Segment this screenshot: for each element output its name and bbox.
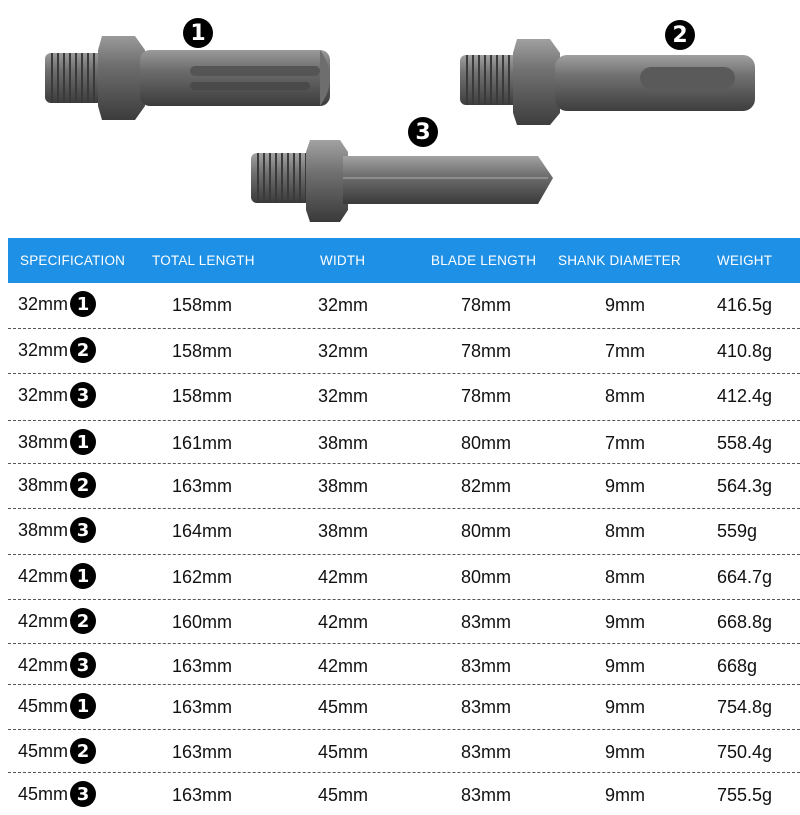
variant-badge: 2 [70,608,96,634]
variant-badge: 3 [70,517,96,543]
variant-badge: 1 [70,563,96,589]
spec-cell [18,337,96,363]
spec-value: 32mm [18,384,69,405]
total-length-cell: 158mm [172,295,233,315]
spec-cell [18,738,96,764]
total-length-cell: 163mm [172,697,233,717]
variant-badge: 2 [70,472,96,498]
table-row [8,685,800,730]
header-total-length: TOTAL LENGTH [152,253,255,268]
weight-cell: 668g [717,656,758,676]
width-cell: 32mm [318,295,369,315]
table-row [8,730,800,773]
weight-cell: 754.8g [717,697,773,717]
width-cell: 45mm [318,742,369,762]
total-length-cell: 163mm [172,476,233,496]
table-row [8,600,800,644]
table-body [8,283,800,815]
blade-length-cell: 83mm [461,697,512,717]
width-cell: 42mm [318,612,369,632]
header-width: WIDTH [320,253,366,268]
shank-diameter-cell: 9mm [605,742,645,762]
weight-cell: 416.5g [717,295,773,315]
variant-badge: 1 [70,429,96,455]
variant-badge: 3 [70,781,96,807]
width-cell: 45mm [318,785,369,805]
header-blade-length: BLADE LENGTH [431,253,537,268]
table-row [8,421,800,464]
blade-length-cell: 80mm [461,433,512,453]
weight-cell: 755.5g [717,785,773,805]
spec-cell [18,652,96,678]
shank-diameter-cell: 8mm [605,521,645,541]
shank-diameter-cell: 9mm [605,656,645,676]
header-weight: WEIGHT [717,253,773,268]
weight-cell: 664.7g [717,567,773,587]
table-row [8,329,800,374]
blade-length-cell: 78mm [461,386,512,406]
weight-cell: 559g [717,521,758,541]
variant-badge: 1 [70,693,96,719]
total-length-cell: 163mm [172,785,233,805]
shank-diameter-cell: 7mm [605,433,645,453]
shank-diameter-cell: 8mm [605,567,645,587]
shank-diameter-cell: 9mm [605,785,645,805]
adapter-3-image [248,138,558,228]
table-row [8,773,800,815]
spec-value: 32mm [18,339,69,360]
table-row [8,644,800,685]
header-specification: SPECIFICATION [20,253,126,268]
spec-cell [18,563,96,589]
total-length-cell: 162mm [172,567,233,587]
blade-length-cell: 80mm [461,521,512,541]
table-row [8,283,800,329]
spec-value: 38mm [18,519,69,540]
weight-cell: 564.3g [717,476,773,496]
variant-badge: 1 [70,291,96,317]
spec-cell [18,608,96,634]
weight-cell: 668.8g [717,612,773,632]
weight-cell: 410.8g [717,341,773,361]
total-length-cell: 161mm [172,433,233,453]
blade-length-cell: 82mm [461,476,512,496]
width-cell: 32mm [318,386,369,406]
width-cell: 38mm [318,521,369,541]
spec-cell [18,291,96,317]
blade-length-cell: 78mm [461,295,512,315]
shank-diameter-cell: 7mm [605,341,645,361]
blade-length-cell: 83mm [461,785,512,805]
width-cell: 38mm [318,433,369,453]
spec-value: 45mm [18,740,69,761]
shank-diameter-cell: 9mm [605,295,645,315]
spec-cell [18,382,96,408]
variant-badge: 2 [70,337,96,363]
table-header [8,238,800,283]
spec-cell [18,517,96,543]
variant-badge: 2 [70,738,96,764]
product-photos [0,0,800,238]
product-badge-1: 1 [183,18,213,48]
table-row [8,555,800,600]
table-row [8,509,800,555]
spec-value: 32mm [18,293,69,314]
width-cell: 42mm [318,567,369,587]
blade-length-cell: 83mm [461,656,512,676]
total-length-cell: 158mm [172,386,233,406]
blade-length-cell: 83mm [461,612,512,632]
shank-diameter-cell: 9mm [605,697,645,717]
blade-length-cell: 78mm [461,341,512,361]
shank-diameter-cell: 8mm [605,386,645,406]
spec-value: 38mm [18,431,69,452]
spec-cell [18,693,96,719]
shank-diameter-cell: 9mm [605,476,645,496]
weight-cell: 750.4g [717,742,773,762]
width-cell: 32mm [318,341,369,361]
spec-value: 42mm [18,654,69,675]
blade-length-cell: 80mm [461,567,512,587]
spec-cell [18,781,96,807]
specification-table [8,238,800,815]
spec-value: 42mm [18,565,69,586]
variant-badge: 3 [70,652,96,678]
spec-value: 38mm [18,474,69,495]
product-badge-2: 2 [665,20,695,50]
table-row [8,464,800,509]
blade-length-cell: 83mm [461,742,512,762]
total-length-cell: 160mm [172,612,233,632]
shank-diameter-cell: 9mm [605,612,645,632]
width-cell: 45mm [318,697,369,717]
total-length-cell: 158mm [172,341,233,361]
spec-value: 42mm [18,610,69,631]
width-cell: 42mm [318,656,369,676]
total-length-cell: 163mm [172,656,233,676]
spec-value: 45mm [18,783,69,804]
header-shank-diameter: SHANK DIAMETER [558,253,681,268]
spec-cell [18,472,96,498]
total-length-cell: 163mm [172,742,233,762]
spec-cell [18,429,96,455]
width-cell: 38mm [318,476,369,496]
table-row [8,374,800,421]
weight-cell: 412.4g [717,386,773,406]
adapter-2-image [455,35,770,130]
spec-value: 45mm [18,695,69,716]
total-length-cell: 164mm [172,521,233,541]
product-badge-3: 3 [408,117,438,147]
variant-badge: 3 [70,382,96,408]
weight-cell: 558.4g [717,433,773,453]
